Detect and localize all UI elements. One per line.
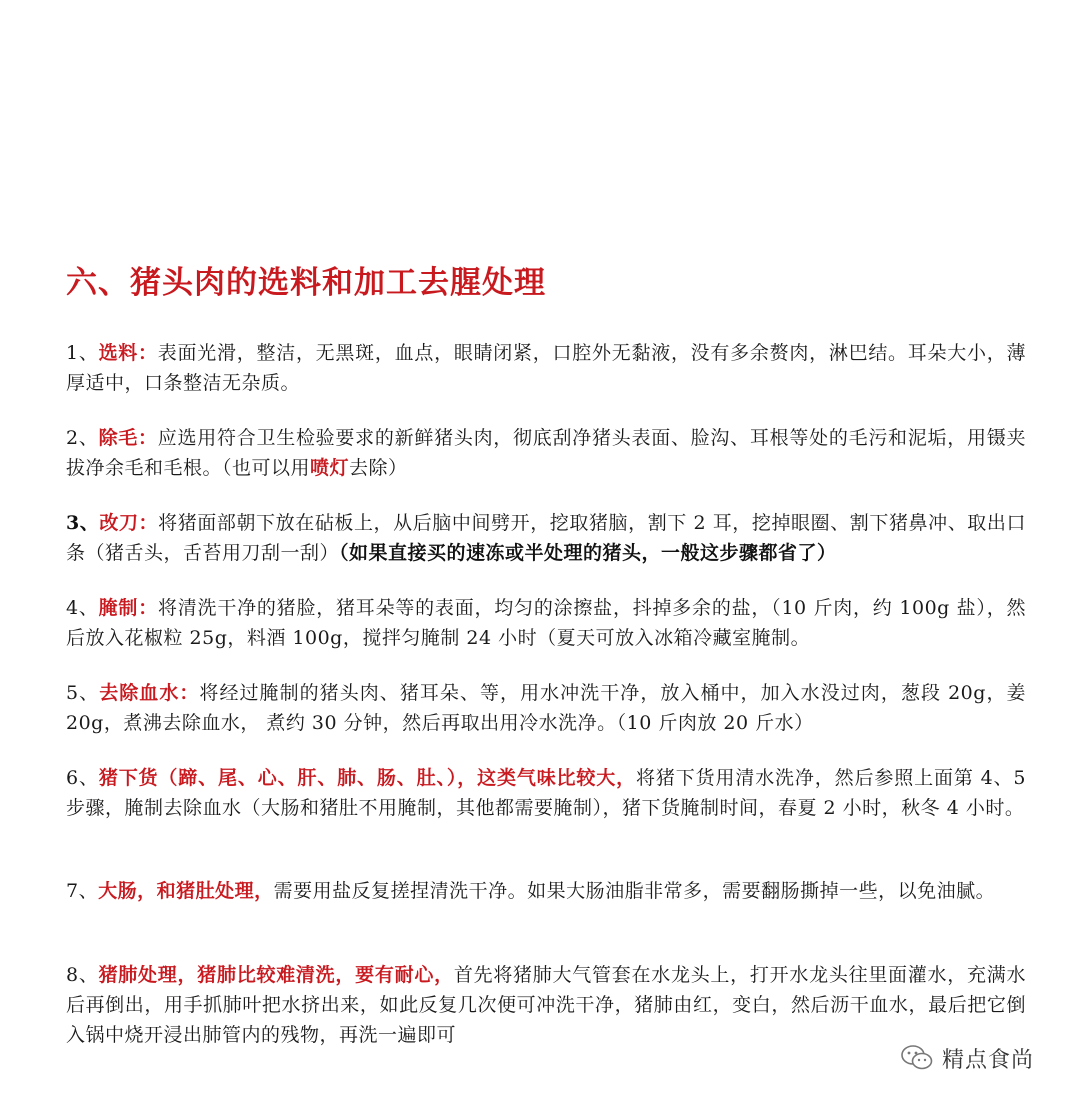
item-label: 猪肺处理，猪肺比较难清洗，要有耐心，: [98, 964, 454, 986]
item-text: 将清洗干净的猪脸，猪耳朵等的表面，均匀的涂擦盐，抖掉多余的盐，（10 斤肉，约 100g 盐），然后放入花椒粒 25g，料酒 100g，搅拌匀腌制 24 小时（夏天可放入冰箱冷藏室腌制。: [66, 597, 1026, 649]
list-item-6: [66, 763, 1026, 823]
list-item-3: [66, 508, 1026, 568]
section-title: 六、猪头肉的选料和加工去腥处理: [66, 265, 546, 301]
item-label: 腌制：: [98, 597, 158, 619]
item-highlight: 喷灯: [310, 457, 350, 479]
wechat-icon: [900, 1044, 934, 1072]
list-item-5: [66, 678, 1026, 738]
item-text: 应选用符合卫生检验要求的新鲜猪头肉，彻底刮净猪头表面、脸沟、耳根等处的毛污和泥垢，用镊夹拔净余毛和毛根。（也可以用: [66, 427, 1026, 479]
item-note: （如果直接买的速冻或半处理的猪头，一般这步骤都省了）: [339, 542, 837, 564]
item-label: 除毛：: [98, 427, 158, 449]
list-item-7: [66, 876, 1026, 906]
item-number: 4、: [66, 597, 99, 619]
list-item-4: [66, 593, 1026, 653]
item-text-after: 去除）: [349, 457, 408, 479]
item-number: 8、: [66, 964, 99, 986]
watermark: [900, 1040, 1060, 1076]
list-item-1: [66, 338, 1026, 398]
item-number: 6、: [66, 767, 99, 789]
item-text: 表面光滑，整洁，无黑斑，血点，眼睛闭紧，口腔外无黏液，没有多余赘肉，淋巴结。耳朵大小，薄厚适中，口条整洁无杂质。: [66, 342, 1026, 394]
item-label: 大肠，和猪肚处理，: [98, 880, 274, 902]
item-text: 首先将猪肺大气管套在水龙头上，打开水龙头往里面灌水，充满水后再倒出，用手抓肺叶把水挤出来，如此反复几次便可冲洗干净，猪肺由红，变白，然后沥干血水，最后把它倒入锅中烧开浸出肺管内的残物，再洗一遍即可: [66, 964, 1026, 1046]
item-number: 5、: [66, 682, 100, 704]
item-number: 1、: [66, 342, 99, 364]
item-label: 猪下货（蹄、尾、心、肝、肺、肠、肚、），这类气味比较大，: [98, 767, 637, 789]
list-item-8: [66, 960, 1026, 1050]
item-text: 将猪面部朝下放在砧板上，从后脑中间劈开，挖取猪脑，割下 2 耳，挖掉眼圈、割下猪鼻冲、取出口条（猪舌头，舌苔用刀刮一刮）: [66, 512, 1026, 564]
item-text: 将经过腌制的猪头肉、猪耳朵、等，用水冲洗干净，放入桶中，加入水没过肉，葱段 20g，姜 20g，煮沸去除血水， 煮约 30 分钟，然后再取出用冷水洗净。（10 斤肉放 20 斤水）: [66, 682, 1026, 734]
item-number: 2、: [66, 427, 99, 449]
list-item-2: [66, 423, 1026, 483]
item-text: 需要用盐反复搓捏清洗干净。如果大肠油脂非常多，需要翻肠撕掉一些，以免油腻。: [273, 880, 996, 902]
item-number: 3、: [66, 512, 100, 534]
item-label: 改刀：: [99, 512, 159, 534]
item-text: 将猪下货用清水洗净，然后参照上面第 4、5 步骤，腌制去除血水（大肠和猪肚不用腌制，其他都需要腌制），猪下货腌制时间，春夏 2 小时，秋冬 4 小时。: [66, 767, 1027, 819]
watermark-text: 精点食尚: [942, 1047, 1035, 1073]
item-label: 去除血水：: [99, 682, 200, 704]
item-label: 选料：: [98, 342, 158, 364]
item-number: 7、: [66, 880, 99, 902]
